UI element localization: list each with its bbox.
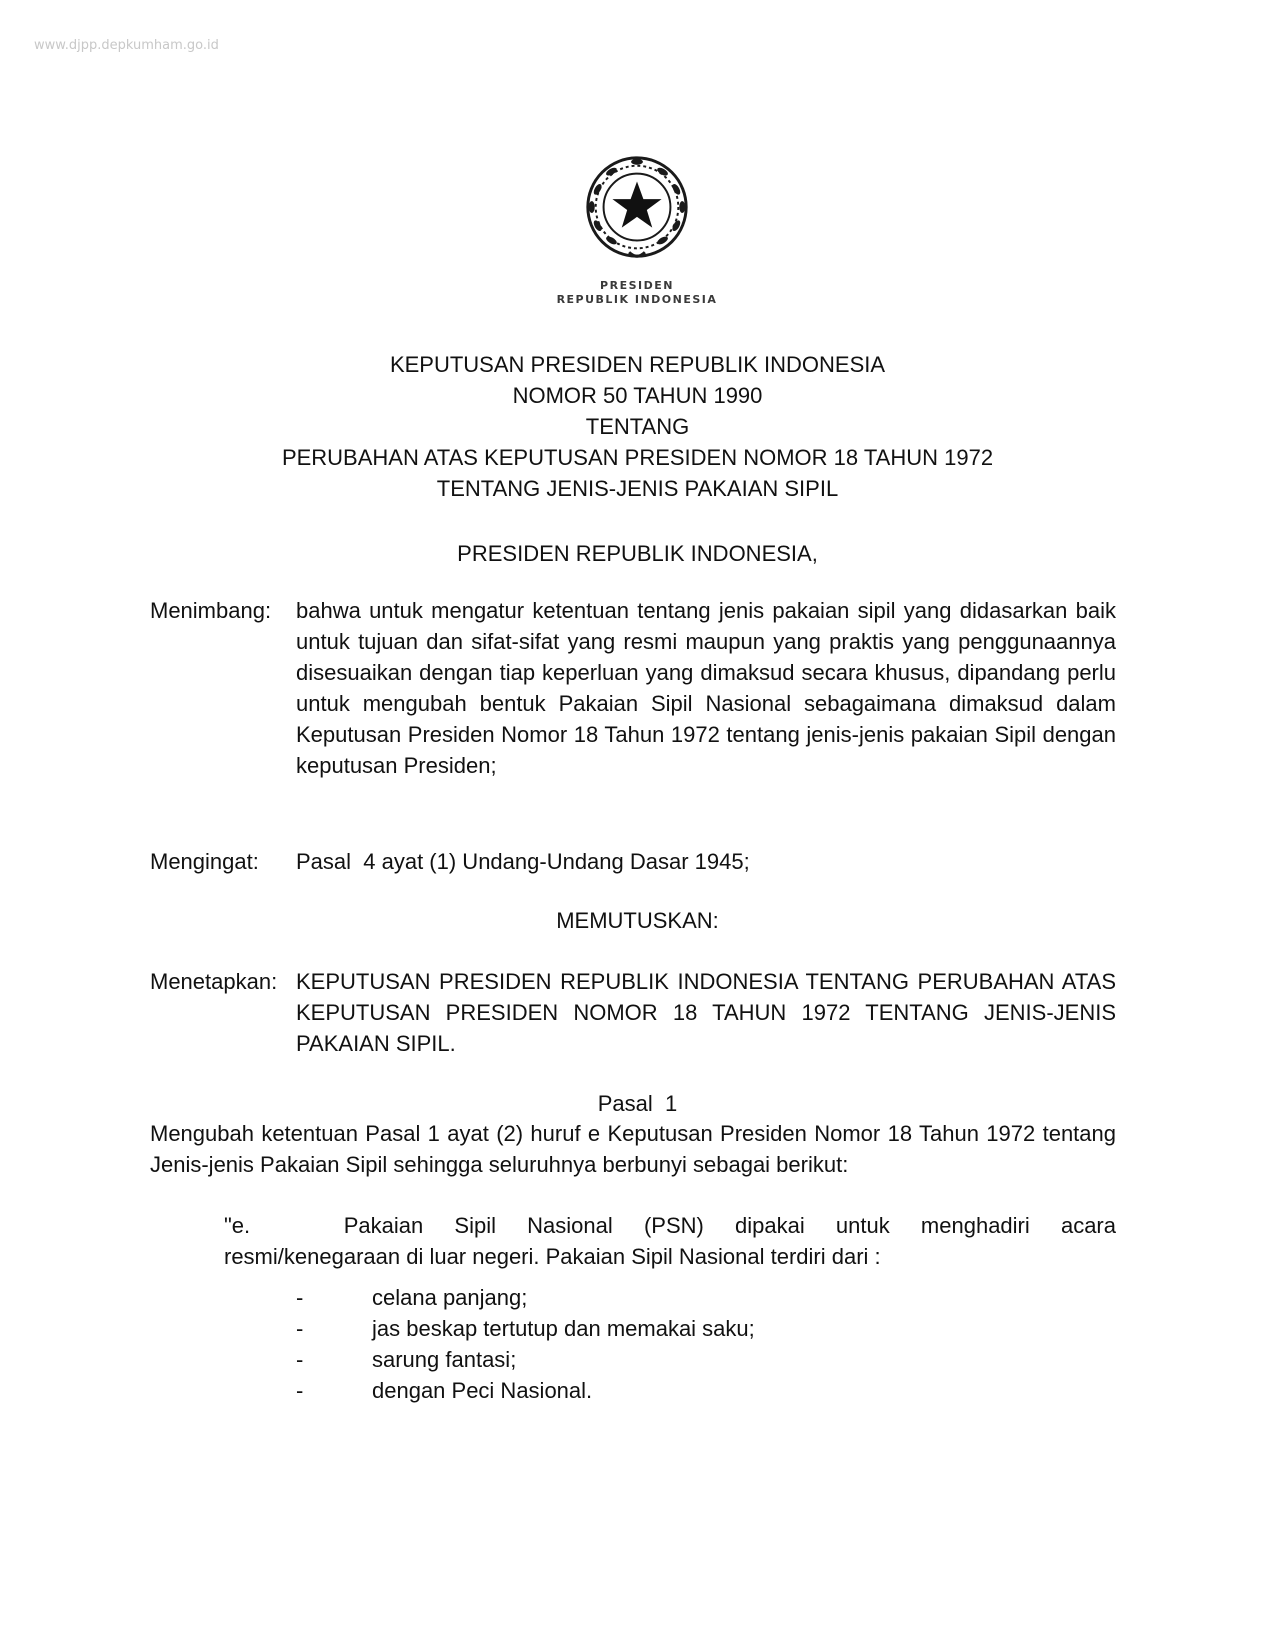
pasal-body: Mengubah ketentuan Pasal 1 ayat (2) huruf e Keputusan Presiden Nomor 18 Tahun 1972 tentang Jenis-jenis Pakaian Sipil sehingga seluruhnya berbunyi sebagai berikut: xyxy=(150,1121,1116,1177)
mengingat-text: Pasal 4 ayat (1) Undang-Undang Dasar 1945; xyxy=(296,849,750,874)
list-dash: - xyxy=(296,1347,304,1372)
list-item xyxy=(296,1282,755,1313)
president-heading: PRESIDEN REPUBLIK INDONESIA, xyxy=(457,541,818,566)
menimbang-text: bahwa untuk mengatur ketentuan tentang jenis pakaian sipil yang didasarkan baik untuk tujuan dan sifat-sifat yang resmi maupun yang praktis yang penggunaannya disesuaikan dengan tiap keperluan yang dimaksud secara khusus, dipandang perlu untuk mengubah bentuk Pakaian Sipil Nasional sebagaimana dimaksud dalam Keputusan Presiden Nomor 18 Tahun 1972 tentang jenis-jenis pakaian Sipil dengan keputusan Presiden; xyxy=(296,598,1116,778)
title-line: TENTANG xyxy=(585,414,690,439)
clothing-list xyxy=(296,1282,755,1406)
quote-line-1: "e. Pakaian Sipil Nasional (PSN) dipakai untuk menghadiri acara xyxy=(224,1213,1116,1238)
list-dash: - xyxy=(296,1285,304,1310)
menetapkan-text: KEPUTUSAN PRESIDEN REPUBLIK INDONESIA TENTANG PERUBAHAN ATAS KEPUTUSAN PRESIDEN NOMOR 18 TAHUN 1972 TENTANG JENIS-JENIS PAKAIAN SIPIL. xyxy=(296,969,1116,1056)
title-line: KEPUTUSAN PRESIDEN REPUBLIK INDONESIA xyxy=(389,352,886,377)
emblem-caption-line2: REPUBLIK INDONESIA xyxy=(556,293,718,306)
list-item xyxy=(296,1344,755,1375)
memutuskan-heading: MEMUTUSKAN: xyxy=(556,908,719,933)
menimbang-label: Menimbang: xyxy=(150,598,272,623)
menetapkan-label: Menetapkan: xyxy=(150,969,278,994)
list-item-text: dengan Peci Nasional. xyxy=(372,1378,593,1403)
list-dash: - xyxy=(296,1378,304,1403)
list-item-text: jas beskap tertutup dan memakai saku; xyxy=(372,1316,755,1341)
watermark-url: www.djpp.depkumham.go.id xyxy=(34,38,219,53)
list-item-text: celana panjang; xyxy=(372,1285,528,1310)
list-item xyxy=(296,1313,755,1344)
decree-title xyxy=(150,349,1125,504)
list-item xyxy=(296,1375,755,1406)
title-line: TENTANG JENIS-JENIS PAKAIAN SIPIL xyxy=(436,476,839,501)
emblem-caption xyxy=(500,279,774,307)
list-item-text: sarung fantasi; xyxy=(372,1347,517,1372)
quote-line-2: resmi/kenegaraan di luar negeri. Pakaian Sipil Nasional terdiri dari : xyxy=(224,1244,881,1269)
title-line: NOMOR 50 TAHUN 1990 xyxy=(512,383,763,408)
list-dash: - xyxy=(296,1316,304,1341)
mengingat-label: Mengingat: xyxy=(150,849,259,874)
emblem-caption-line1: PRESIDEN xyxy=(600,279,674,292)
pasal-heading: Pasal 1 xyxy=(597,1091,678,1116)
title-line: PERUBAHAN ATAS KEPUTUSAN PRESIDEN NOMOR 18 TAHUN 1972 xyxy=(281,445,994,470)
garuda-star-emblem-icon xyxy=(578,150,696,268)
